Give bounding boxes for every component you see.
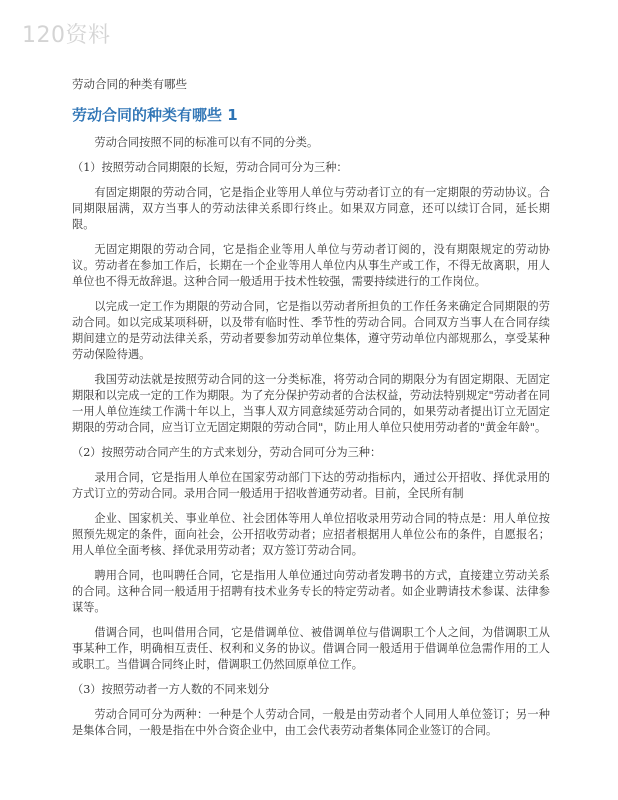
section-heading-1: （1）按照劳动合同期限的长短，劳动合同可分为三种： [72,161,348,174]
paragraph-fixed-term: 有固定期限的劳动合同，它是指企业等用人单位与劳动者订立的有一定期限的劳动协议。合同期限届满，双方当事人的劳动法律关系即行终止。如果双方同意，还可以续订合同，延长期限。 [72,186,550,231]
paragraph-task-term: 以完成一定工作为期限的劳动合同，它是指以劳动者所担负的工作任务来确定合同期限的劳动合同。如以完成某项科研，以及带有临时性、季节性的劳动合同。合同双方当事人在合同存续期间建立的是劳动法律关系，劳动者要参加劳动单位集体，遵守劳动单位内部规那么，享受某种劳动保险待遇。 [72,300,550,361]
paragraph-open-term: 无固定期限的劳动合同，它是指企业等用人单位与劳动者订阅的，没有期限规定的劳动协议。劳动者在参加工作后，长期在一个企业等用人单位内从事生产或工作，不得无故离职，用人单位也不得无故辞退。这种合同一般适用于技术性较强，需要持续进行的工作岗位。 [72,243,550,288]
paragraph-labor-law: 我国劳动法就是按照劳动合同的这一分类标准，将劳动合同的期限分为有固定期限、无固定期限和以完成一定的工作为期限。为了充分保护劳动者的合法权益，劳动法特别规定"劳动者在同一用人单位连续工作满十年以上，当事人双方同意续延劳动合同的，如果劳动者提出订立无固定期限的劳动合同，应当订立无固定期限的劳动合同"，防止用人单位只使用劳动者的"黄金年龄"。 [72,373,550,434]
paragraph-recruitment: 录用合同，它是指用人单位在国家劳动部门下达的劳动指标内，通过公开招收、择优录用的方式订立的劳动合同。录用合同一般适用于招收普通劳动者。目前，全民所有制 [72,471,550,500]
watermark-logo: 120资料 [22,23,111,48]
section-heading-3: （3）按照劳动者一方人数的不同来划分 [72,683,270,696]
document-body [72,76,550,748]
paragraph-recruitment-features: 企业、国家机关、事业单位、社会团体等用人单位招收录用劳动合同的特点是：用人单位按照预先规定的条件，面向社会，公开招收劳动者；应招者根据用人单位公布的条件，自愿报名；用人单位全面考核、择优录用劳动者；双方签订劳动合同。 [72,512,550,557]
section-heading-2: （2）按照劳动合同产生的方式来划分，劳动合同可分为三种： [72,446,382,459]
paragraph-individual-collective: 劳动合同可分为两种：一种是个人劳动合同，一般是由劳动者个人同用人单位签订；另一种是集体合同，一般是指在中外合资企业中，由工会代表劳动者集体同企业签订的合同。 [72,708,550,737]
document-heading: 劳动合同的种类有哪些 1 [72,106,238,124]
paragraph-intro: 劳动合同按照不同的标准可以有不同的分类。 [94,136,319,149]
document-label: 劳动合同的种类有哪些 [72,77,187,91]
paragraph-hiring: 聘用合同，也叫聘任合同，它是指用人单位通过向劳动者发聘书的方式，直接建立劳动关系的合同。这种合同一般适用于招聘有技术业务专长的特定劳动者。如企业聘请技术参谋、法律参谋等。 [72,569,550,614]
paragraph-secondment: 借调合同，也叫借用合同，它是借调单位、被借调单位与借调职工个人之间，为借调职工从事某种工作，明确相互责任、权利和义务的协议。借调合同一般适用于借调单位急需作用的工人或职工。当借调合同终止时，借调职工仍然回原单位工作。 [72,626,550,671]
